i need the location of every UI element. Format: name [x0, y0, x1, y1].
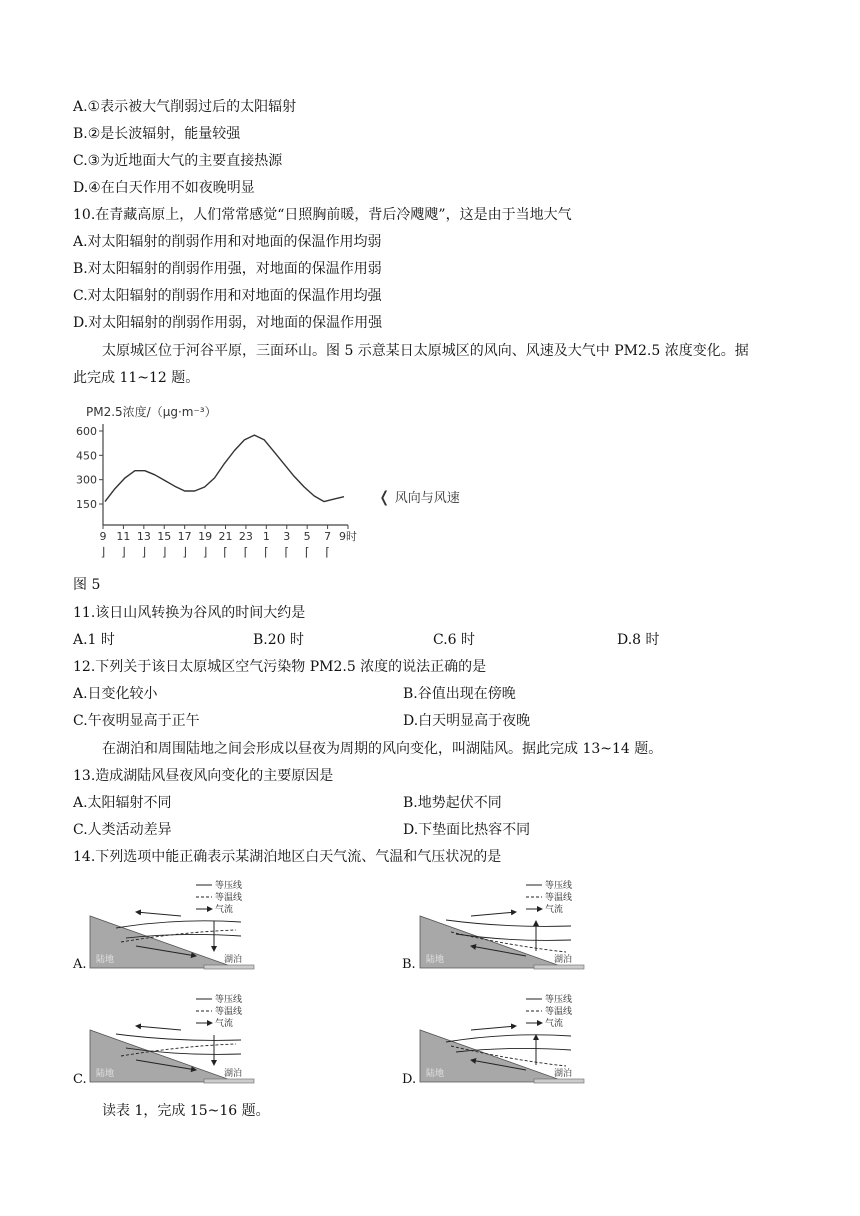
- wind-barb: ⌈: [223, 545, 228, 559]
- q13-option-a: A.太阳辐射不同: [73, 795, 172, 811]
- x-tick-label: 9时: [339, 530, 357, 543]
- q13-option-d: D.下垫面比热容不同: [403, 822, 531, 838]
- isobar: [116, 1034, 241, 1040]
- lake-breeze-diagram-b: [416, 876, 606, 971]
- x-tick-label: 21: [218, 530, 233, 543]
- x-tick-label: 7: [324, 530, 332, 543]
- wind-barb: ⌈: [243, 545, 249, 559]
- lake-surface: [534, 1079, 584, 1083]
- passage-11-12-line2: 此完成 11~12 题。: [73, 370, 200, 386]
- q9-option-c: C.③为近地面大气的主要直接热源: [73, 153, 283, 169]
- land-label: 陆地: [426, 955, 445, 965]
- y-tick-label: 600: [76, 425, 97, 438]
- lake-label: 湖泊: [554, 1069, 573, 1079]
- legend-isobar: 等压线: [545, 881, 573, 891]
- isobar: [446, 920, 571, 926]
- lake-label: 湖泊: [224, 1069, 243, 1079]
- wind-barb: ⌋: [202, 545, 208, 559]
- land-label: 陆地: [96, 1069, 115, 1079]
- legend-isotherm: 等温线: [545, 1007, 573, 1017]
- land-label: 陆地: [426, 1069, 445, 1079]
- lake-breeze-diagram-a: [86, 876, 276, 971]
- figure5-chart: [72, 400, 372, 565]
- pm25-chart-svg: [72, 400, 372, 565]
- lake-breeze-diagram-c: [86, 990, 276, 1085]
- q10-stem: 10.在青藏高原上，人们常常感觉“日照胸前暖，背后冷飕飕”，这是由于当地大气: [73, 207, 572, 223]
- q12-option-b: B.谷值出现在傍晚: [403, 686, 516, 702]
- q12-stem: 12.下列关于该日太原城区空气污染物 PM2.5 浓度的说法正确的是: [73, 659, 487, 675]
- wind-barb: ⌈: [325, 545, 330, 559]
- q14-label-c: C.: [73, 1072, 87, 1087]
- lake-surface: [204, 1079, 254, 1083]
- lake-label: 湖泊: [554, 955, 573, 965]
- legend-isotherm: 等温线: [215, 1007, 243, 1017]
- y-tick-label: 450: [76, 449, 97, 463]
- lake-surface: [534, 965, 584, 969]
- x-tick-label: 13: [136, 530, 151, 543]
- x-tick-label: 5: [303, 530, 311, 543]
- q14-label-d: D.: [402, 1072, 417, 1087]
- legend-airflow: 气流: [545, 1019, 564, 1029]
- passage-13-14: 在湖泊和周围陆地之间会形成以昼夜为周期的风向变化，叫湖陆风。据此完成 13~14 题。: [102, 741, 663, 757]
- wind-barb: ⌈: [284, 545, 290, 559]
- legend-isotherm: 等温线: [545, 893, 573, 903]
- q9-option-b: B.②是长波辐射，能量较强: [73, 126, 241, 142]
- y-tick-label: 300: [76, 473, 97, 487]
- airflow-upper: [471, 912, 516, 916]
- chart-title: PM2.5浓度/（μg·m⁻³）: [86, 405, 217, 419]
- q14-diagram-a: [86, 876, 276, 971]
- x-tick-label: 15: [157, 530, 172, 543]
- x-tick-label: 11: [116, 530, 131, 543]
- legend-isotherm: 等温线: [215, 893, 243, 903]
- wind-barb: ⌈: [304, 545, 310, 559]
- q11-stem: 11.该日山风转换为谷风的时间大约是: [73, 605, 306, 621]
- airflow-upper: [136, 912, 181, 916]
- x-tick-label: 9: [99, 530, 107, 543]
- y-tick-label: 150: [76, 498, 97, 511]
- q10-option-b: B.对太阳辐射的削弱作用强，对地面的保温作用弱: [73, 261, 382, 277]
- figure5-caption: 图 5: [73, 577, 101, 593]
- passage-11-12-line1: 太原城区位于河谷平原，三面环山。图 5 示意某日太原城区的风向、风速及大气中 PM2.5 浓度变化。据: [102, 343, 749, 359]
- q13-option-b: B.地势起伏不同: [403, 795, 502, 811]
- wind-barb: ⌋: [161, 545, 167, 559]
- x-tick-label: 23: [238, 530, 253, 543]
- q11-option-b: B.20 时: [253, 632, 305, 648]
- airflow-upper: [136, 1026, 181, 1030]
- q14-diagram-c: [86, 990, 276, 1085]
- q12-option-a: A.日变化较小: [73, 686, 158, 702]
- legend-isobar: 等压线: [215, 995, 243, 1005]
- wind-barb: ⌈: [263, 545, 269, 559]
- q14-diagram-b: [416, 876, 606, 971]
- legend-isobar: 等压线: [545, 995, 573, 1005]
- table-intro: 读表 1，完成 15~16 题。: [102, 1103, 270, 1119]
- q11-option-c: C.6 时: [433, 632, 476, 648]
- q14-label-b: B.: [402, 957, 416, 972]
- q9-option-d: D.④在白天作用不如夜晚明显: [73, 180, 255, 196]
- q14-stem: 14.下列选项中能正确表示某湖泊地区白天气流、气温和气压状况的是: [73, 849, 502, 865]
- wind-legend-text: 风向与风速: [394, 491, 460, 506]
- q10-option-d: D.对太阳辐射的削弱作用弱，对地面的保温作用强: [73, 315, 383, 331]
- lake-surface: [204, 965, 254, 969]
- x-tick-label: 19: [198, 530, 213, 543]
- q13-stem: 13.造成湖陆风昼夜风向变化的主要原因是: [73, 768, 334, 784]
- legend-airflow: 气流: [215, 1019, 234, 1029]
- x-tick-label: 1: [262, 530, 270, 543]
- q10-option-a: A.对太阳辐射的削弱作用和对地面的保温作用均弱: [73, 234, 382, 250]
- q9-option-a: A.①表示被大气削弱过后的太阳辐射: [73, 99, 297, 115]
- lake-breeze-diagram-d: [416, 990, 606, 1085]
- x-tick-label: 3: [283, 530, 291, 543]
- airflow-upper: [471, 1026, 516, 1030]
- q10-option-c: C.对太阳辐射的削弱作用和对地面的保温作用均强: [73, 288, 382, 304]
- pm25-series-line: [105, 435, 344, 502]
- q12-option-c: C.午夜明显高于正午: [73, 713, 200, 729]
- isobar: [446, 1035, 571, 1042]
- q13-option-c: C.人类活动差异: [73, 822, 172, 838]
- legend-isobar: 等压线: [215, 881, 243, 891]
- land-label: 陆地: [96, 955, 115, 965]
- isobar: [116, 921, 241, 928]
- wind-barb: ⌋: [100, 545, 106, 559]
- q12-option-d: D.白天明显高于夜晚: [403, 713, 531, 729]
- x-tick-label: 17: [177, 530, 192, 543]
- q11-option-d: D.8 时: [617, 632, 660, 648]
- lake-label: 湖泊: [224, 955, 243, 965]
- legend-airflow: 气流: [545, 905, 564, 915]
- wind-barb: ⌋: [182, 545, 188, 559]
- wind-legend: ❬ 风向与风速: [378, 488, 460, 506]
- legend-airflow: 气流: [215, 905, 234, 915]
- q14-label-a: A.: [73, 957, 87, 972]
- q14-diagram-d: [416, 990, 606, 1085]
- wind-barb: ⌋: [141, 545, 147, 559]
- q11-option-a: A.1 时: [73, 632, 115, 648]
- wind-barb: ⌋: [121, 545, 126, 559]
